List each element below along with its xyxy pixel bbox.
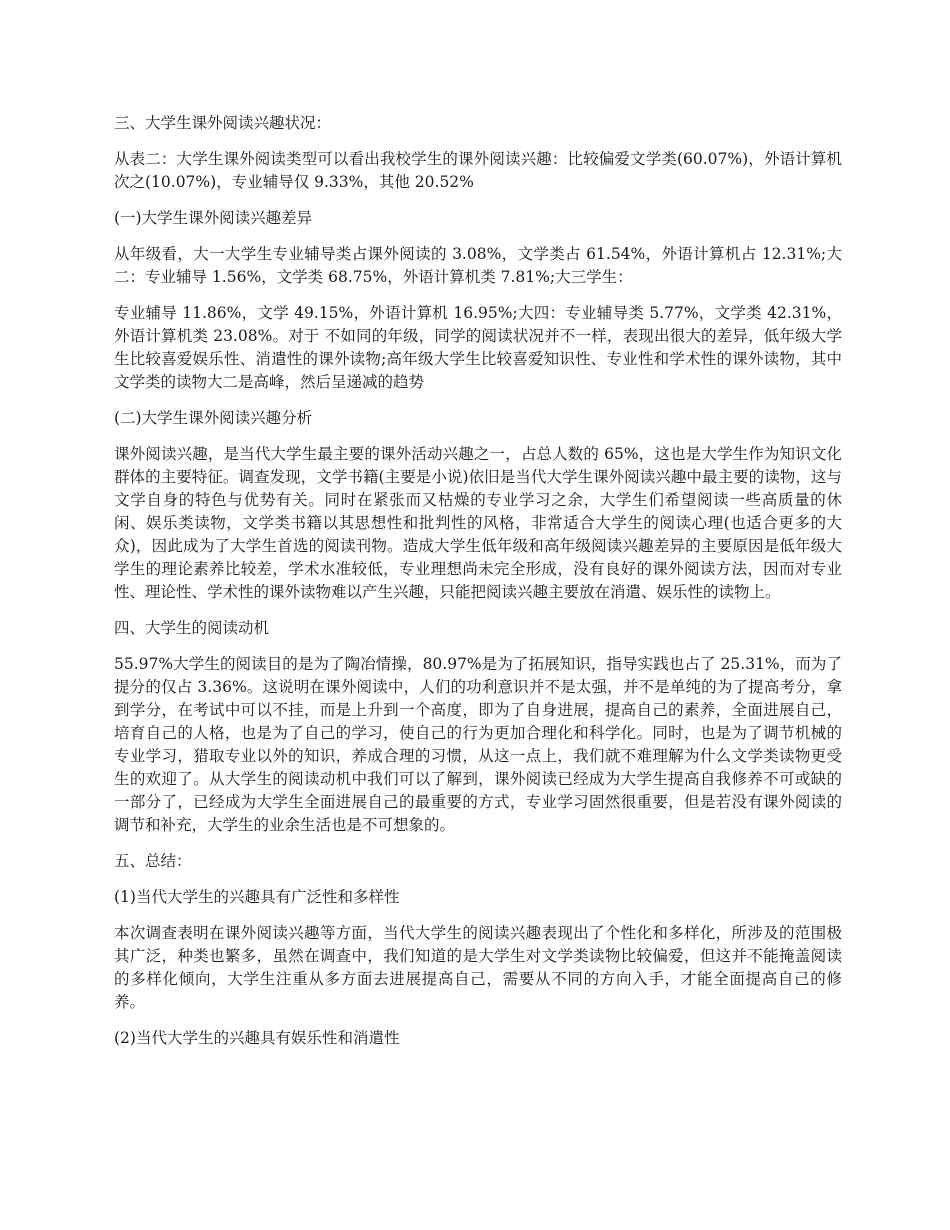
paragraph-grade-breakdown-1: 从年级看，大一大学生专业辅导类占课外阅读的 3.08%，文学类占 61.54%，外语计算机占 12.31%;大二：专业辅导 1.56%，文学类 68.75%，外语计算机类 7.81%;大三学生： — [114, 245, 842, 286]
paragraph-interest-analysis: 课外阅读兴趣，是当代大学生最主要的课外活动兴趣之一，占总人数的 65%，这也是大学生作为知识文化群体的主要特征。调查发现，文学书籍(主要是小说)依旧是当代大学生课外阅读兴趣中最主要的读物，这与文学自身的特色与优势有关。同时在紧张而又枯燥的专业学习之余，大学生们希望阅读一些高质量的休闲、娱乐类读物，文学类书籍以其思想性和批判性的风格，非常适合大学生的阅读心理(也适合更多的大众)，因此成为了大学生首选的阅读刊物。造成大学生低年级和高年级阅读兴趣差异的主要原因是低年级大学生的理论素养比较差，学术水准较低，专业理想尚未完全形成，没有良好的课外阅读方法，因而对专业性、理论性、学术性的课外读物难以产生兴趣，只能把阅读兴趣主要放在消遣、娱乐性的读物上。 — [114, 445, 842, 601]
subheading-summary-2: (2)当代大学生的兴趣具有娱乐性和消遣性 — [114, 1029, 400, 1047]
subheading-interest-analysis: (二)大学生课外阅读兴趣分析 — [114, 409, 313, 427]
subheading-interest-differences: (一)大学生课外阅读兴趣差异 — [114, 209, 313, 227]
section-heading-5: 五、总结： — [114, 852, 192, 870]
paragraph-grade-breakdown-2: 专业辅导 11.86%，文学 49.15%，外语计算机 16.95%;大四：专业辅导类 5.77%，文学类 42.31%，外语计算机类 23.08%。对于 不如同的年级，同学的阅读状况并不一样，表现出很大的差异，低年级大学生比较喜爱娱乐性、消遣性的课外读物;高年级大学生比较喜爱知识性、专业性和学术性的课外读物，其中文学类的读物大二是高峰，然后呈递减的趋势 — [114, 304, 842, 391]
subheading-summary-1: (1)当代大学生的兴趣具有广泛性和多样性 — [114, 888, 400, 906]
paragraph-reading-types: 从表二：大学生课外阅读类型可以看出我校学生的课外阅读兴趣：比较偏爱文学类(60.07%)，外语计算机次之(10.07%)，专业辅导仅 9.33%，其他 20.52% — [114, 150, 842, 191]
document-body — [114, 112, 842, 1063]
paragraph-reading-motivation: 55.97%大学生的阅读目的是为了陶冶情操，80.97%是为了拓展知识，指导实践也占了 25.31%，而为了提分的仅占 3.36%。这说明在课外阅读中，人们的功利意识并不是太强，并不是单纯的为了提高考分，拿到学分，在考试中可以不挂，而是上升到一个高度，即为了自身进展，提高自己的素养，全面进展自己，培育自己的人格，也是为了自己的学习，使自己的行为更加合理化和科学化。同时，也是为了调节机械的专业学习，猎取专业以外的知识，养成合理的习惯，从这一点上，我们就不难理解为什么文学类读物更受生的欢迎了。从大学生的阅读动机中我们可以了解到，课外阅读已经成为大学生提高自我修养不可或缺的一部分了，已经成为大学生全面进展自己的最重要的方式，专业学习固然很重要，但是若没有课外阅读的调节和补充，大学生的业余生活也是不可想象的。 — [114, 655, 842, 834]
paragraph-summary-1: 本次调查表明在课外阅读兴趣等方面，当代大学生的阅读兴趣表现出了个性化和多样化，所涉及的范围极其广泛，种类也繁多，虽然在调查中，我们知道的是大学生对文学类读物比较偏爱，但这并不能掩盖阅读的多样化倾向，大学生注重从多方面去进展提高自己，需要从不同的方向入手，才能全面提高自己的修养。 — [114, 924, 842, 1011]
section-heading-3: 三、大学生课外阅读兴趣状况： — [114, 114, 332, 132]
section-heading-4: 四、大学生的阅读动机 — [114, 619, 270, 637]
